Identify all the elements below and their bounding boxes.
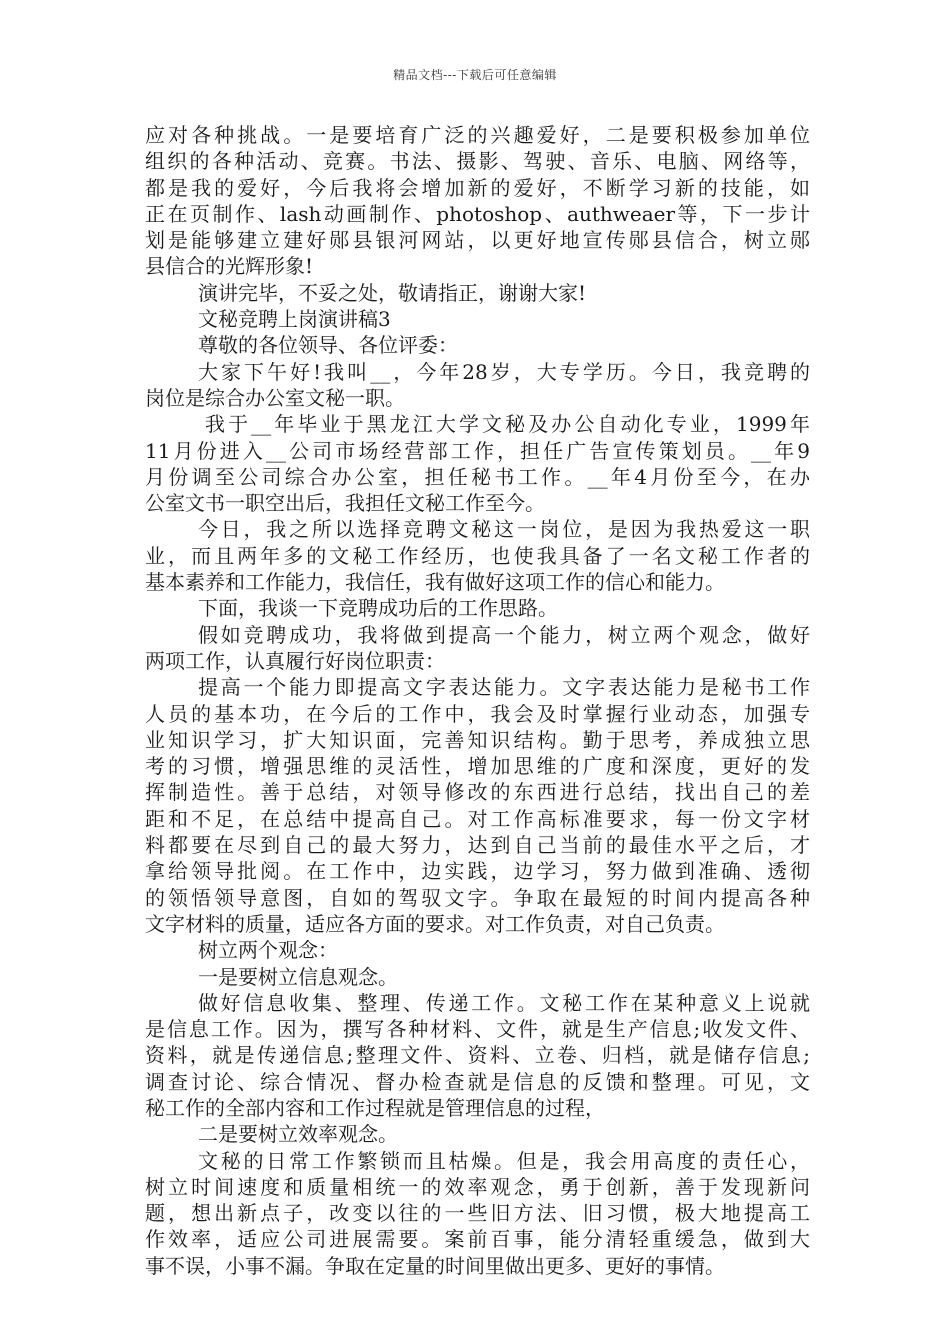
text-line: 尊敬的各位领导、各位评委： [198,333,458,358]
text-line: 拿给领导批阅。在工作中，边实践，边学习，努力做到准确、透彻 [145,859,810,884]
text-line: 月份调至公司综合办公室，担任秘书工作。__年4月份至今，在办 [145,464,810,489]
text-line: 题，想出新点子，改变以往的一些旧方法、旧习惯，极大地提高工 [145,1201,810,1226]
text-line: 的领悟领导意图，自如的驾驭文字。争取在最短的时间内提高各种 [145,885,810,910]
text-line: 业，而且两年多的文秘工作经历，也使我具备了一名文秘工作者的 [145,543,810,568]
text-line: 二是要树立效率观念。 [198,1122,398,1147]
text-line: 考的习惯，增强思维的灵活性，增加思维的广度和深度，更好的发 [145,754,810,779]
text-line: 资料，就是传递信息;整理文件、资料、立卷、归档，就是储存信息; [145,1043,810,1068]
text-line: 大家下午好!我叫__，今年28岁，大专学历。今日，我竞聘的 [198,359,810,384]
text-line: 岗位是综合办公室文秘一职。 [145,385,405,410]
text-line: 是信息工作。因为，撰写各种材料、文件，就是生产信息;收发文件、 [145,1017,810,1042]
text-line: 划是能够建立建好郧县银河网站，以更好地宣传郧县信合，树立郧 [145,228,810,253]
text-line: 都是我的爱好，今后我将会增加新的爱好，不断学习新的技能，如 [145,175,810,200]
text-line: 11月份进入__公司市场经营部工作，担任广告宣传策划员。__年9 [145,438,810,463]
text-line: 演讲完毕，不妥之处，敬请指正，谢谢大家! [198,280,587,305]
text-line: 文秘竞聘上岗演讲稿3 [198,307,391,332]
text-line: 我于__年毕业于黑龙江大学文秘及办公自动化专业，1999年 [205,412,810,437]
text-line: 秘工作的全部内容和工作过程就是管理信息的过程， [145,1095,605,1120]
text-line: 组织的各种活动、竞赛。书法、摄影、驾驶、音乐、电脑、网络等， [145,149,810,174]
text-line: 假如竞聘成功，我将做到提高一个能力，树立两个观念，做好 [198,622,810,647]
text-line: 作效率，适应公司进展需要。案前百事，能分清轻重缓急，做到大 [145,1227,810,1252]
text-line: 一是要树立信息观念。 [198,964,398,989]
text-line: 基本素养和工作能力，我信任，我有做好这项工作的信心和能力。 [145,570,725,595]
text-line: 业知识学习，扩大知识面，完善知识结构。勤于思考，养成独立思 [145,727,810,752]
text-line: 县信合的光辉形象! [145,254,314,279]
text-line: 树立两个观念： [198,938,338,963]
text-line: 树立时间速度和质量相统一的效率观念，勇于创新，善于发现新问 [145,1174,810,1199]
text-line: 正在页制作、lash动画制作、photoshop、authweaer等，下一步计 [145,201,810,226]
text-line: 提高一个能力即提高文字表达能力。文字表达能力是秘书工作 [198,675,810,700]
text-line: 料都要在尽到自己的最大努力，达到自己当前的最佳水平之后，才 [145,833,810,858]
page-header: 精品文档---下载后可任意编辑 [393,68,557,82]
text-line: 调查讨论、综合情况、督办检查就是信息的反馈和整理。可见，文 [145,1069,810,1094]
text-line: 事不误，小事不漏。争取在定量的时间里做出更多、更好的事情。 [145,1253,725,1278]
text-line: 文字材料的质量，适应各方面的要求。对工作负责，对自己负责。 [145,911,725,936]
document-body [145,122,810,1279]
text-line: 公室文书一职空出后，我担任文秘工作至今。 [145,491,545,516]
text-line: 两项工作，认真履行好岗位职责： [145,648,445,673]
text-line: 下面，我谈一下竞聘成功后的工作思路。 [198,596,558,621]
text-line: 挥制造性。善于总结，对领导修改的东西进行总结，找出自己的差 [145,780,810,805]
text-line: 今日，我之所以选择竞聘文秘这一岗位，是因为我热爱这一职 [198,517,810,542]
text-line: 文秘的日常工作繁锁而且枯燥。但是，我会用高度的责任心， [198,1148,810,1173]
text-line: 距和不足，在总结中提高自己。对工作高标准要求，每一份文字材 [145,806,810,831]
text-line: 人员的基本功，在今后的工作中，我会及时掌握行业动态，加强专 [145,701,810,726]
text-line: 应对各种挑战。一是要培育广泛的兴趣爱好，二是要积极参加单位 [145,123,810,147]
text-line: 做好信息收集、整理、传递工作。文秘工作在某种意义上说就 [198,990,810,1015]
